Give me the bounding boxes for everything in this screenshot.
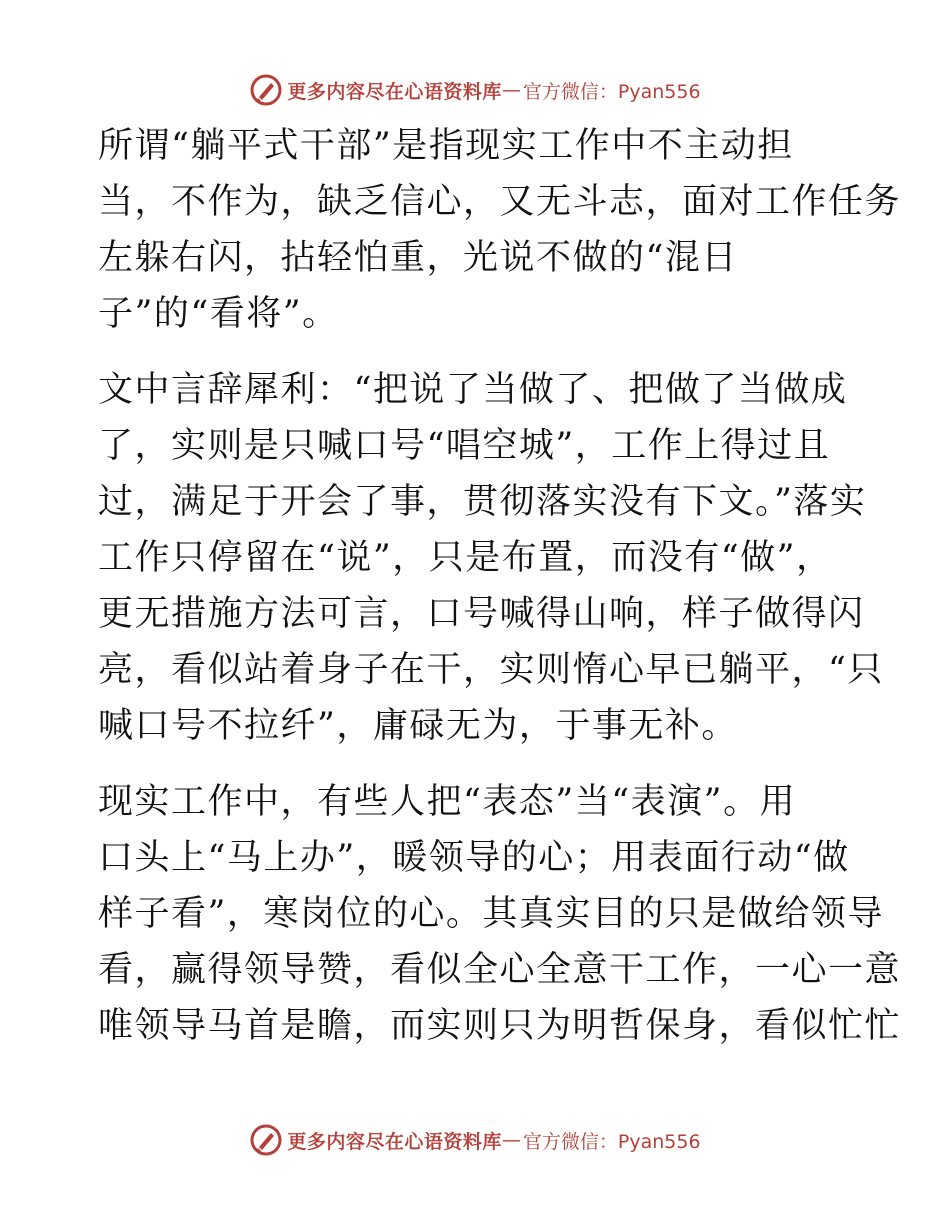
paragraph-gap [98, 754, 858, 774]
text-line: 喊口号不拉纤”，庸碌无为，于事无补。 [98, 706, 738, 746]
text-line: 子”的“看将”。 [98, 294, 339, 334]
text-line: 现实工作中，有些人把“表态”当“表演”。用 [98, 782, 797, 822]
watermark-wechat-text: 官方微信：Pyan556 [522, 80, 701, 103]
text-line: 文中言辞犀利：“把说了当做了、把做了当做成 [98, 370, 848, 410]
paragraph-3 [98, 774, 902, 1054]
text-line: 所谓“躺平式干部”是指现实工作中不主动担 [98, 126, 794, 166]
watermark-wechat-text: 官方微信：Pyan556 [522, 1130, 701, 1153]
watermark-main-text: 更多内容尽在心语资料库 [287, 80, 502, 103]
pen-nib-logo-icon [249, 73, 283, 107]
text-line: 口头上“马上办”，暖领导的心；用表面行动“做 [98, 838, 850, 878]
paragraph-2 [98, 362, 884, 754]
text-line: 左躲右闪，拈轻怕重，光说不做的“混日 [98, 238, 738, 278]
footer-watermark [0, 1120, 950, 1160]
text-line: 过，满足于开会了事，贯彻落实没有下文。”落实 [98, 482, 867, 522]
text-line: 亮，看似站着身子在干，实则惰心早已躺平，“只 [98, 650, 884, 690]
text-line: 当，不作为，缺乏信心，又无斗志，面对工作任务 [98, 182, 902, 222]
pen-nib-logo-icon [249, 1123, 283, 1157]
text-line: 了，实则是只喊口号“唱空城”，工作上得过且 [98, 426, 831, 466]
document-body [98, 118, 902, 1054]
text-line: 唯领导马首是瞻，而实则只为明哲保身，看似忙忙 [98, 1006, 902, 1046]
text-line: 看，赢得领导赞，看似全心全意干工作，一心一意 [98, 950, 902, 990]
paragraph-gap [98, 342, 858, 362]
text-line: 更无措施方法可言，口号喊得山响，样子做得闪 [98, 594, 865, 634]
paragraph-1 [98, 118, 902, 342]
text-line: 样子看”，寒岗位的心。其真实目的只是做给领导 [98, 894, 884, 934]
header-watermark [0, 70, 950, 110]
text-line: 工作只停留在“说”，只是布置，而没有“做”， [98, 538, 833, 578]
watermark-dash: — [501, 1129, 521, 1151]
watermark-dash: — [501, 79, 521, 101]
watermark-main-text: 更多内容尽在心语资料库 [287, 1130, 502, 1153]
